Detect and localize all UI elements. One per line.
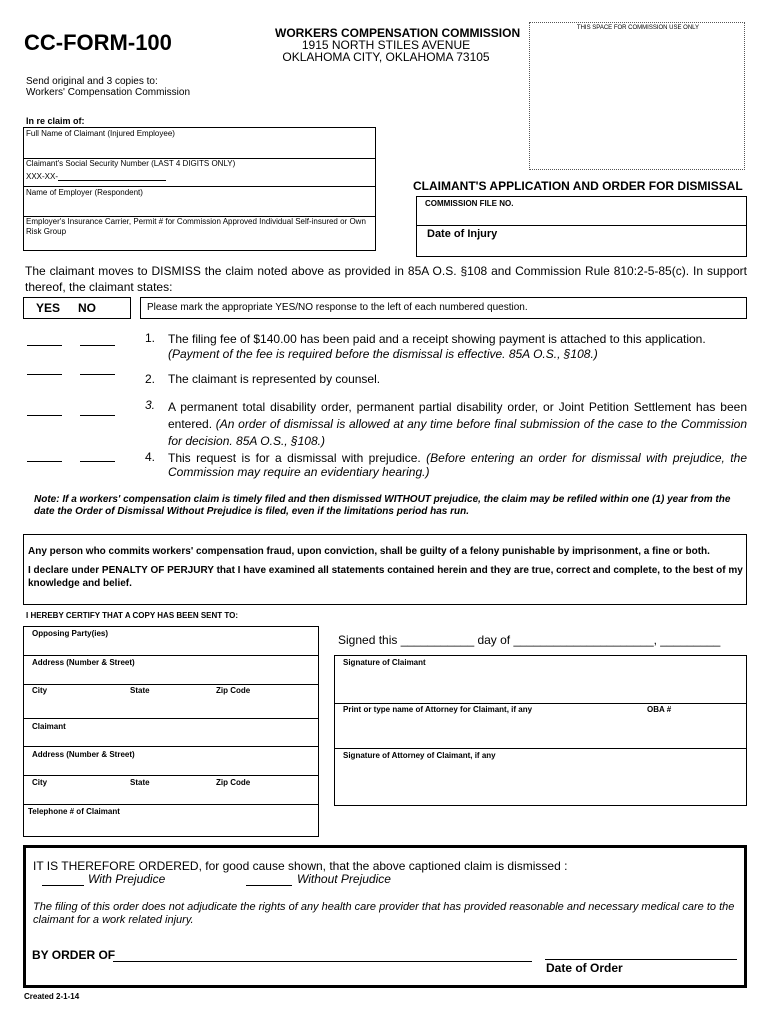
- date-injury-box[interactable]: [416, 225, 747, 257]
- opposing-party-box[interactable]: [23, 626, 319, 719]
- q3-text: A permanent total disability order, permanent partial disability order, or Joint Petition Settlement has been entered.: [168, 400, 747, 432]
- q4-text: This request is for a dismissal with prejudice.: [168, 451, 421, 465]
- q1-note: (Payment of the fee is required before the dismissal is effective. 85A O.S., §108.): [168, 346, 598, 361]
- attorney-name-label: Print or type name of Attorney for Claimant, if any: [343, 705, 533, 714]
- form-id: CC-FORM-100: [24, 30, 172, 55]
- q1-no-line[interactable]: [80, 345, 115, 346]
- signature-box[interactable]: [334, 655, 747, 806]
- carrier-label: Employer's Insurance Carrier, Permit # for Commission Approved Individual Self-insured or Own Risk Group: [26, 217, 366, 236]
- yes-label: YES: [36, 301, 61, 315]
- no-label: NO: [78, 301, 96, 315]
- send-line-2: Workers' Compensation Commission: [26, 87, 190, 98]
- q1-text: The filing fee of $140.00 has been paid and a receipt showing payment is attached to this application.: [168, 332, 706, 346]
- form-title: CLAIMANT'S APPLICATION AND ORDER FOR DISMISSAL: [413, 179, 743, 193]
- ordered-text: IT IS THEREFORE ORDERED, for good cause shown, that the above captioned claim is dismissed :: [33, 859, 568, 873]
- oba-label: OBA #: [647, 705, 672, 714]
- q2-no-line[interactable]: [80, 374, 115, 375]
- claimant-label: Claimant: [32, 722, 66, 731]
- date-of-order-line[interactable]: [545, 959, 737, 960]
- q1-yes-line[interactable]: [27, 345, 62, 346]
- with-prejudice-line[interactable]: [42, 885, 84, 886]
- by-order-label: BY ORDER OF: [32, 948, 116, 962]
- claimant-info-box: [23, 127, 376, 251]
- fraud-warning: Any person who commits workers' compensation fraud, upon conviction, shall be guilty of a felony punishable by imprisonment, a fine or both.: [28, 546, 710, 557]
- opposing-address-label: Address (Number & Street): [32, 658, 135, 667]
- sig-attorney-label: Signature of Attorney of Claimant, if any: [343, 751, 496, 760]
- q4-yes-line[interactable]: [27, 461, 62, 462]
- q4-num: 4.: [145, 450, 156, 464]
- opposing-state-label: State: [130, 686, 150, 695]
- agency-name: WORKERS COMPENSATION COMMISSION: [275, 26, 521, 40]
- claimant-zip-label: Zip Code: [216, 778, 251, 787]
- q3-yes-line[interactable]: [27, 415, 62, 416]
- q4-note: (Before entering an order for dismissal with prejudice, the Commission may require an evidentiary hearing.): [168, 451, 747, 480]
- perjury-declaration: I declare under PENALTY OF PERJURY that I have examined all statements contained herein and they are true, correct and complete, to the best of my knowledge and belief.: [28, 565, 743, 589]
- q2-num: 2.: [145, 372, 156, 386]
- refile-note: Note: If a workers' compensation claim is timely filed and then dismissed WITHOUT prejudice, the claim may be refiled within one (1) year from the date the Order of Dismissal Without Prejudice is filed, even if the limitations period has run.: [34, 494, 731, 517]
- claimant-name-label: Full Name of Claimant (Injured Employee): [26, 129, 175, 138]
- opposing-zip-label: Zip Code: [216, 686, 251, 695]
- date-injury-label: Date of Injury: [427, 228, 498, 240]
- q2-text: The claimant is represented by counsel.: [168, 372, 381, 386]
- certify-heading: I HEREBY CERTIFY THAT A COPY HAS BEEN SENT TO:: [26, 611, 239, 620]
- question-3: [168, 399, 747, 450]
- by-order-line[interactable]: [113, 961, 532, 962]
- opposing-city-label: City: [32, 686, 48, 695]
- claimant-state-label: State: [130, 778, 150, 787]
- commission-use-label: THIS SPACE FOR COMMISSION USE ONLY: [576, 25, 700, 31]
- claimant-city-label: City: [32, 778, 48, 787]
- ssn-label: Claimant's Social Security Number (LAST 4 DIGITS ONLY): [26, 159, 236, 168]
- created-date: Created 2-1-14: [24, 992, 80, 1001]
- agency-address-2: OKLAHOMA CITY, OKLAHOMA 73105: [282, 50, 490, 64]
- file-no-box[interactable]: [416, 196, 747, 226]
- file-no-label: COMMISSION FILE NO.: [425, 199, 514, 208]
- q3-no-line[interactable]: [80, 415, 115, 416]
- yes-no-header: [23, 297, 131, 319]
- signed-this-line: Signed this ___________ day of _____________________, _________: [338, 633, 721, 647]
- ssn-input-line[interactable]: [58, 180, 166, 181]
- instruction-box: [140, 297, 747, 319]
- intro-text: The claimant moves to DISMISS the claim noted above as provided in 85A O.S. §108 and Commission Rule 810:2-5-85(c). In support thereof, the claimant states:: [25, 264, 747, 294]
- sig-claimant-label: Signature of Claimant: [343, 658, 426, 667]
- employer-label: Name of Employer (Respondent): [26, 188, 143, 197]
- send-line-1: Send original and 3 copies to:: [26, 76, 158, 87]
- q1-num: 1.: [145, 331, 156, 345]
- question-1: [168, 332, 747, 362]
- claimant-address-label: Address (Number & Street): [32, 750, 135, 759]
- ssn-prefix: XXX-XX-: [26, 172, 59, 181]
- agency-address-1: 1915 NORTH STILES AVENUE: [301, 38, 471, 52]
- question-4: [168, 451, 747, 480]
- q4-no-line[interactable]: [80, 461, 115, 462]
- in-re-label: In re claim of:: [26, 116, 85, 126]
- without-prejudice-label: Without Prejudice: [297, 872, 391, 886]
- q3-num: 3.: [145, 398, 156, 412]
- date-of-order-label: Date of Order: [546, 961, 623, 975]
- telephone-label: Telephone # of Claimant: [28, 807, 120, 816]
- fraud-box: [23, 534, 747, 605]
- with-prejudice-label: With Prejudice: [88, 872, 166, 886]
- claimant-address-box[interactable]: [23, 718, 319, 837]
- q2-yes-line[interactable]: [27, 374, 62, 375]
- commission-use-box: [529, 22, 745, 170]
- instruction-text: Please mark the appropriate YES/NO response to the left of each numbered question.: [147, 302, 528, 313]
- opposing-label: Opposing Party(ies): [32, 629, 109, 638]
- q3-note: (An order of dismissal is allowed at any time before final submission of the case to the Commission for decision. 85A O.S., §108.): [168, 417, 747, 449]
- order-box: [23, 845, 747, 988]
- filing-note: The filing of this order does not adjudicate the rights of any health care provider that has provided reasonable and necessary medical care to the claimant for a work related injury.: [33, 901, 735, 927]
- without-prejudice-line[interactable]: [246, 885, 292, 886]
